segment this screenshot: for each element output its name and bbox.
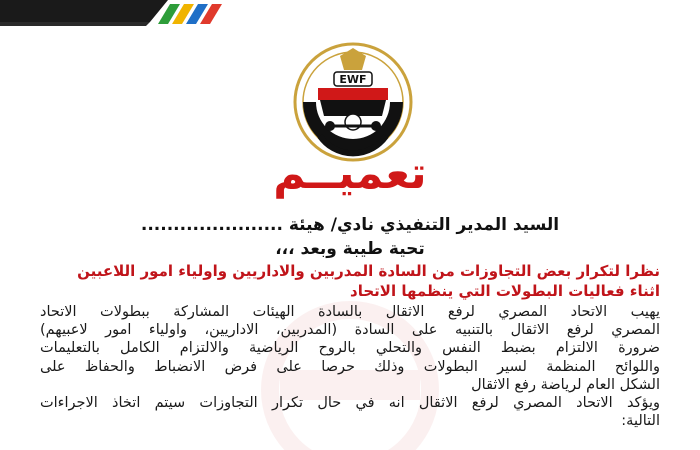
addressee-line: السيد المدير التنفيذي نادي/ هيئة ...................... — [140, 215, 560, 235]
header-stripe-bar — [0, 0, 700, 26]
body-line: ويؤكد الاتحاد المصري لرفع الاثقال انه في حال تكرار التجاوزات سيتم اتخاذ الاجراءات — [40, 395, 660, 412]
page-title: تعميــم — [273, 148, 427, 199]
black-band — [0, 0, 168, 22]
logo-caption: EWF — [339, 73, 367, 86]
subject-line: نظرا لتكرار بعض التجاوزات من السادة المدربين والاداريين واولياء امور اللاعبين — [77, 262, 660, 280]
body-paragraph — [40, 303, 660, 430]
body-line: المصري لرفع الاثقال بالتنبيه على السادة (المدربين، الاداريين، واولياء امور لاعبيهم) — [40, 322, 660, 339]
black-band-edge — [0, 22, 150, 26]
body-line: الشكل العام لرياضة رفع الاثقال — [471, 376, 660, 393]
body-line: ضرورة الالتزام بضبط النفس والتحلي بالروح الرياضية والالتزام الكامل بالتعليمات — [40, 340, 660, 357]
greeting-line: تحية طيبة وبعد ،،، — [275, 239, 425, 259]
body-line: واللوائح المنظمة لسير البطولات وذلك حرصا على فرض الانضباط والحفاظ على — [40, 358, 660, 375]
subject-line: اثناء فعاليات البطولات التي ينظمها الاتحاد — [350, 282, 660, 300]
body-line: التالية: — [621, 413, 660, 430]
body-line: يهيب الاتحاد المصري لرفع الاثقال بالسادة الهيئات المشاركة ببطولات الاتحاد — [40, 304, 660, 320]
federation-logo — [290, 40, 416, 162]
subject-paragraph — [40, 261, 660, 301]
